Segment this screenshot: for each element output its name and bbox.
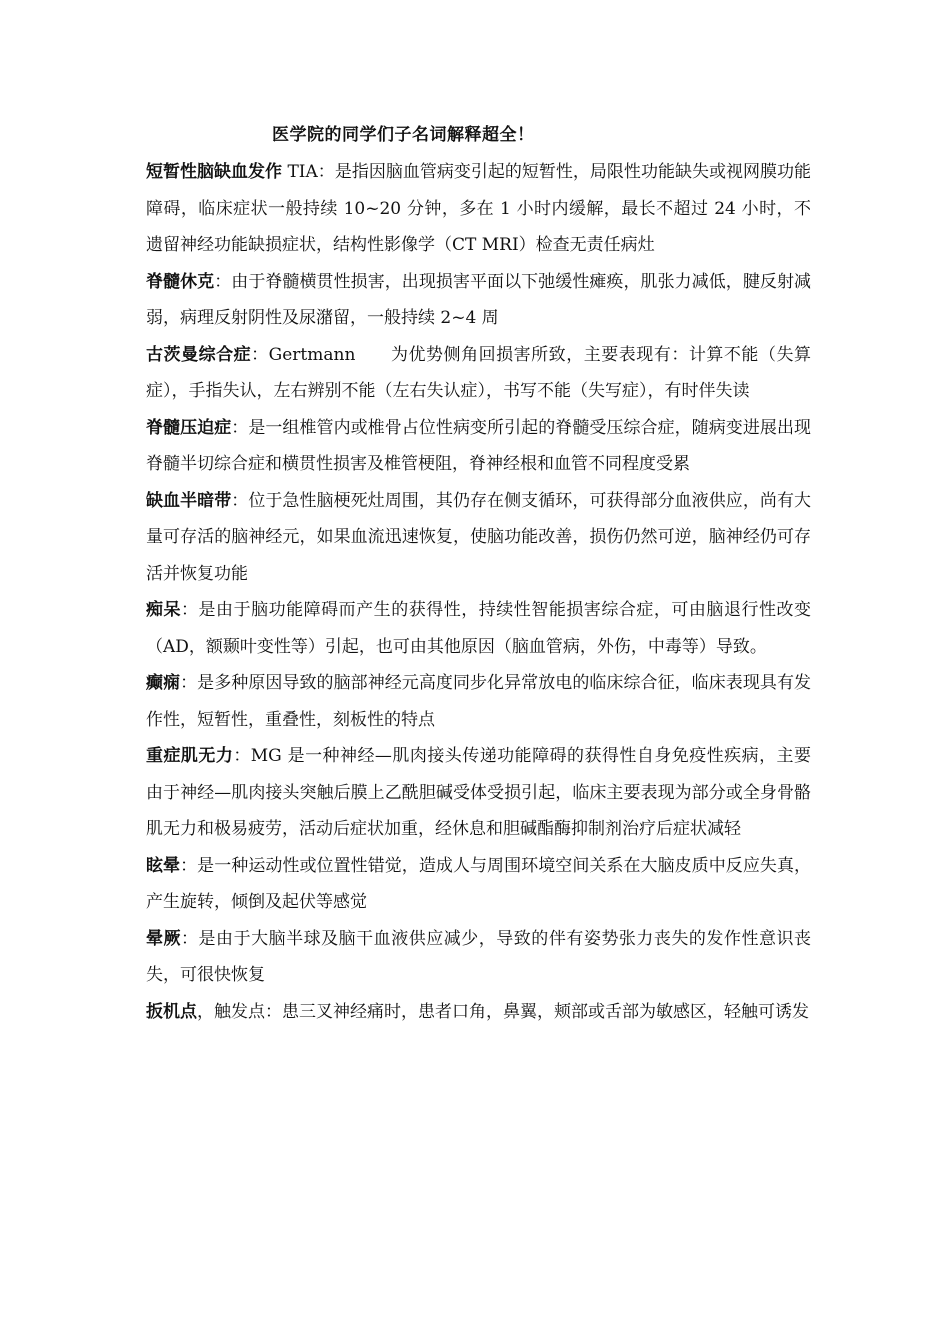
entry-term: 短暂性脑缺血发作	[146, 162, 283, 182]
entry-term: 古茨曼综合症	[146, 344, 252, 365]
glossary-entry-syncope	[146, 921, 811, 994]
entry-term: 癫痫	[146, 673, 181, 693]
entry-term: 晕厥	[146, 928, 182, 949]
glossary-entry-epilepsy	[146, 665, 811, 738]
entry-definition: ：是一组椎管内或椎骨占位性病变所引起的脊髓受压综合症，随病变进展出现脊髓半切综合症和横贯性损害及椎管梗阻，脊神经根和血管不同程度受累	[146, 417, 812, 474]
entry-definition: ：MG 是一种神经—肌肉接头传递功能障碍的获得性自身免疫性疾病，主要由于神经—肌肉接头突触后膜上乙酰胆碱受体受损引起，临床主要表现为部分或全身骨骼肌无力和极易疲劳，活动后症状加重，经休息和胆碱酯酶抑制剂治疗后症状减轻	[146, 746, 812, 839]
glossary-entry-trigger-point	[146, 994, 811, 1031]
entry-term: 脊髓压迫症	[146, 417, 232, 438]
entry-definition: ，触发点：患三叉神经痛时，患者口角，鼻翼，颊部或舌部为敏感区，轻触可诱发	[197, 1001, 809, 1022]
glossary-entry-gerstmann	[146, 337, 811, 410]
entry-definition: ：由于脊髓横贯性损害，出现损害平面以下弛缓性瘫痪，肌张力减低，腱反射减弱，病理反射阴性及尿潴留，一般持续 2~4 周	[146, 271, 812, 328]
glossary-entry-spinal-shock	[146, 264, 811, 337]
glossary-entry-tia	[146, 154, 811, 264]
glossary-entry-myasthenia	[146, 738, 811, 848]
glossary-entry-spinal-compression	[146, 410, 811, 483]
glossary-entry-penumbra	[146, 483, 811, 593]
document-title: 医学院的同学们子名词解释超全！	[272, 125, 535, 145]
glossary-entry-vertigo	[146, 848, 811, 921]
entry-term: 痴呆	[146, 600, 182, 620]
entry-term: 扳机点	[146, 1001, 197, 1022]
entry-definition: ：位于急性脑梗死灶周围，其仍存在侧支循环，可获得部分血液供应，尚有大量可存活的脑神经元，如果血流迅速恢复，使脑功能改善，损伤仍然可逆，脑神经仍可存活并恢复功能	[146, 490, 812, 584]
glossary-entry-dementia	[146, 592, 811, 665]
glossary-list	[146, 154, 811, 1030]
entry-definition: ：是多种原因导致的脑部神经元高度同步化异常放电的临床综合征，临床表现具有发作性，短暂性，重叠性，刻板性的特点	[146, 673, 812, 730]
entry-term: 重症肌无力	[146, 746, 234, 766]
entry-definition: ：是一种运动性或位置性错觉，造成人与周围环境空间关系在大脑皮质中反应失真，产生旋转，倾倒及起伏等感觉	[146, 855, 812, 912]
entry-definition: ：是由于大脑半球及脑干血液供应减少，导致的伴有姿势张力丧失的发作性意识丧失，可很快恢复	[146, 928, 812, 985]
entry-term: 眩晕	[146, 855, 181, 876]
entry-definition: ：是由于脑功能障碍而产生的获得性，持续性智能损害综合症，可由脑退行性改变（AD，额颞叶变性等）引起，也可由其他原因（脑血管病，外伤，中毒等）导致。	[146, 600, 812, 657]
entry-definition: TIA：是指因脑血管病变引起的短暂性，局限性功能缺失或视网膜功能障碍，临床症状一般持续 10~20 分钟，多在 1 小时内缓解，最长不超过 24 小时，不遗留神经功能缺损症状，结构性影像学（CT MRI）检查无责任病灶	[146, 162, 812, 255]
entry-definition: ：Gertmann 为优势侧角回损害所致，主要表现有：计算不能（失算症），手指失认，左右辨别不能（左右失认症），书写不能（失写症），有时伴失读	[146, 344, 811, 401]
entry-term: 脊髓休克	[146, 271, 215, 292]
entry-term: 缺血半暗带	[146, 490, 232, 511]
